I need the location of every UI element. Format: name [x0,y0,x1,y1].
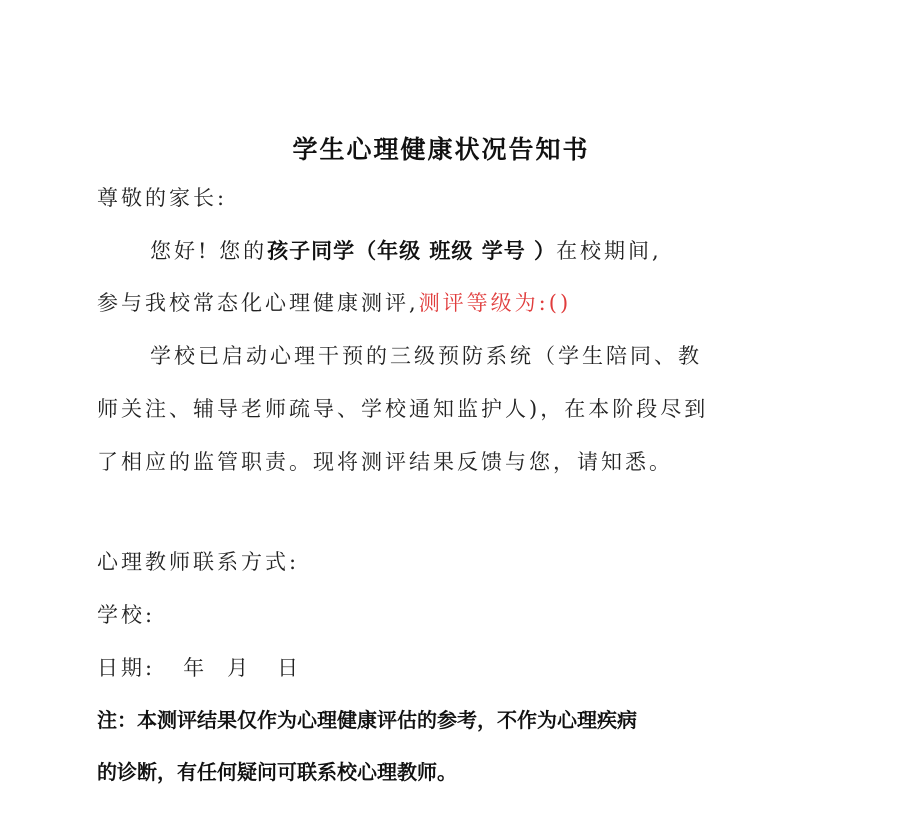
assessment-level-blank: 测评等级为:() [418,291,572,315]
note-line-2: 的诊断，有任何疑问可联系校心理教师。 [97,760,457,784]
date-label: 日期: [97,656,156,680]
date-day: 日 [277,656,302,680]
school-label: 学校: [97,603,156,627]
paragraph-1-line-1 [150,236,662,266]
note-line-1: 注：本测评结果仅作为心理健康评估的参考，不作为心理疾病 [97,708,637,732]
salutation: 尊敬的家长: [97,186,228,210]
document-title: 学生心理健康状况告知书 [292,135,590,164]
date-month: 月 [227,656,252,680]
contact-label: 心理教师联系方式: [97,550,300,574]
paragraph-1-line-2 [97,288,571,318]
assessment-text: 参与我校常态化心理健康测评, [97,291,419,315]
student-info-blank: 孩子同学（年级 班级 学号 ） [267,239,557,263]
paragraph-2-line-1: 学校已启动心理干预的三级预防系统（学生陪同、教 [150,344,702,368]
paragraph-1-tail: 在校期间, [556,239,662,263]
paragraph-2-line-3: 了相应的监管职责。现将测评结果反馈与您，请知悉。 [97,450,673,474]
date-year: 年 [183,656,208,680]
greeting-text: 您好! 您的 [150,239,268,263]
date-line [97,653,301,683]
paragraph-2-line-2: 师关注、辅导老师疏导、学校通知监护人)，在本阶段尽到 [97,397,709,421]
